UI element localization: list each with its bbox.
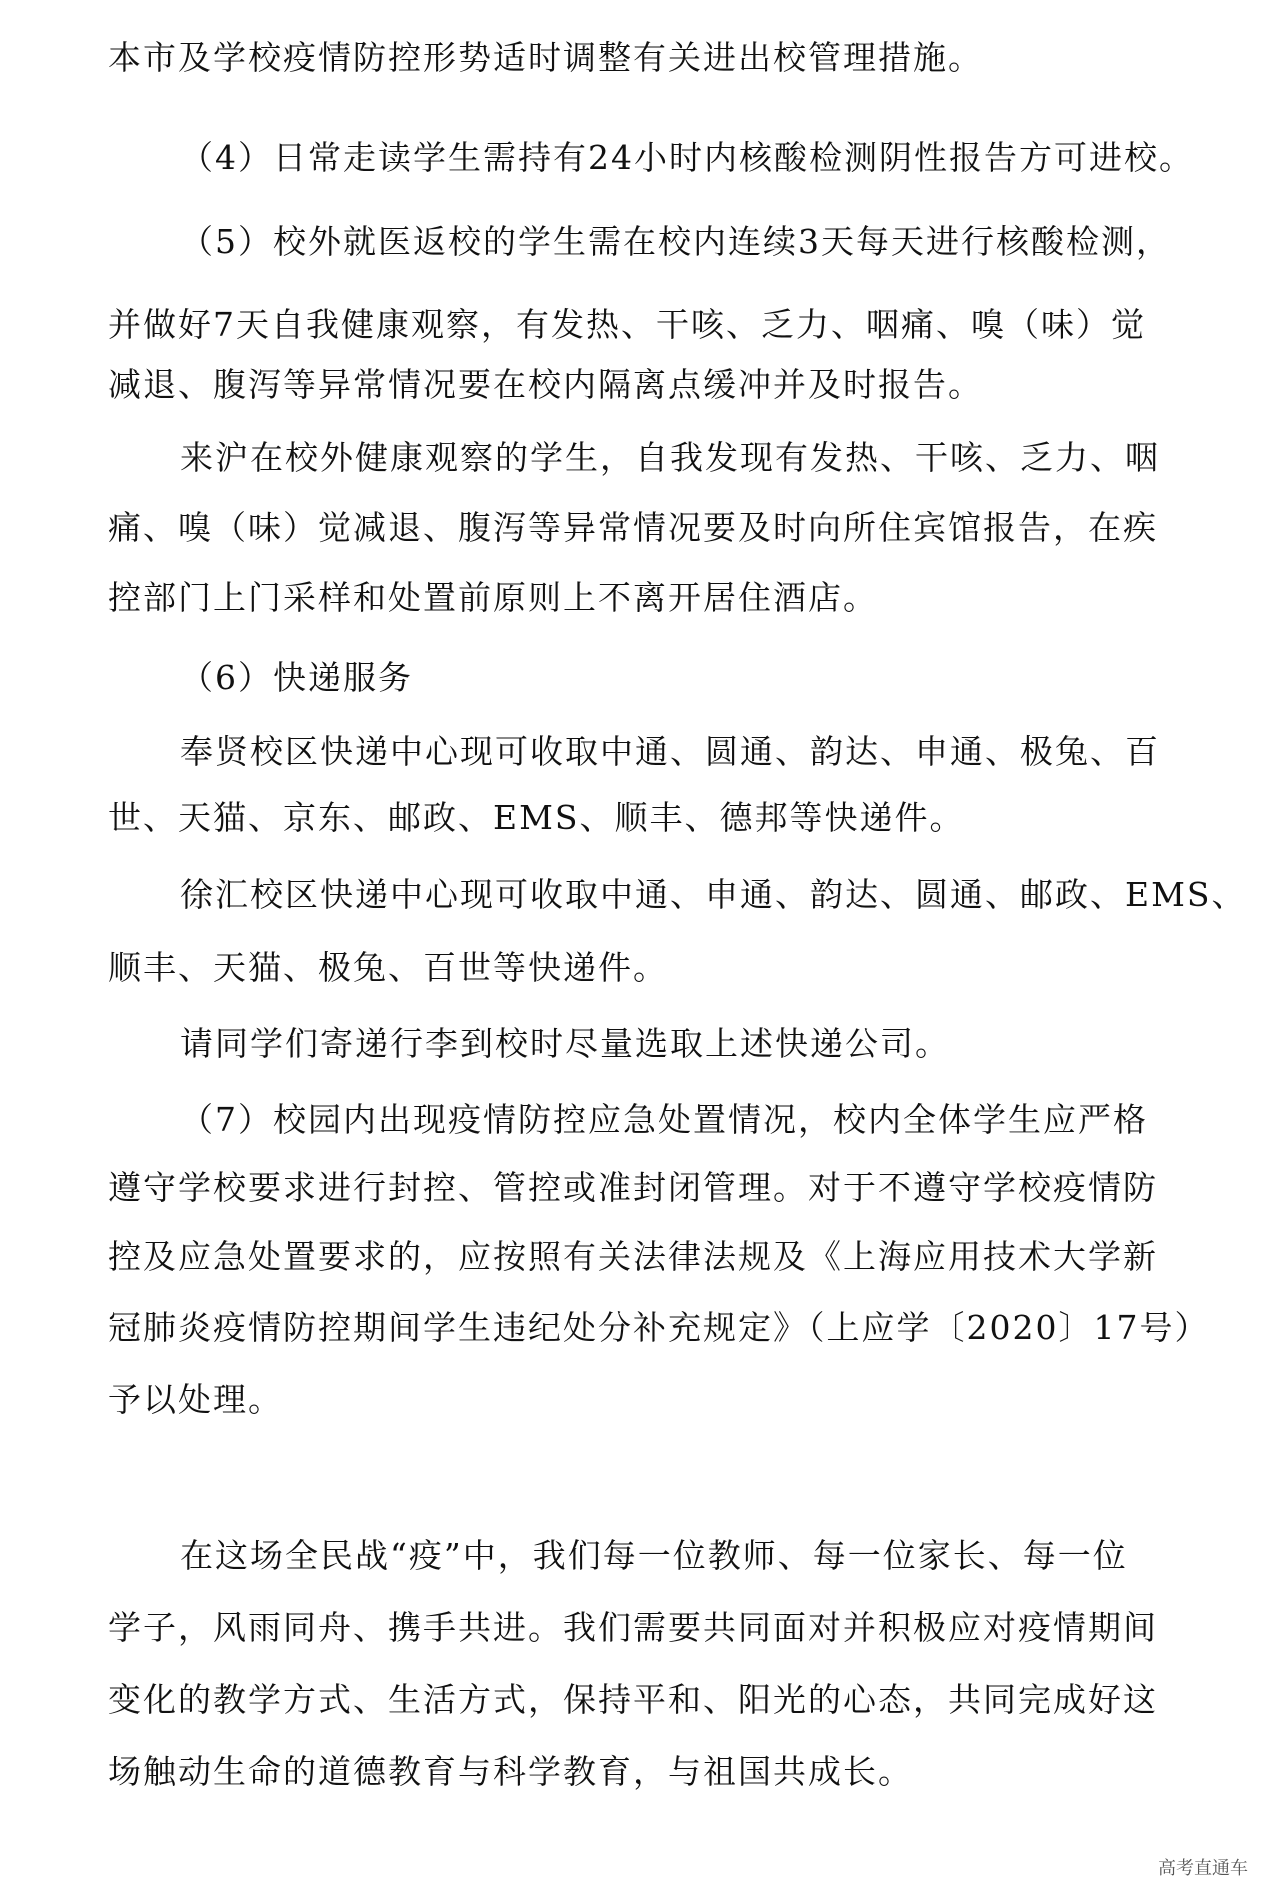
text-line-23: 场触动生命的道德教育与科学教育，与祖国共成长。 xyxy=(108,1752,913,1791)
watermark-text: 高考直通车 xyxy=(1158,1858,1248,1879)
text-line-10: 奉贤校区快递中心现可收取中通、圆通、韵达、申通、极兔、百 xyxy=(180,732,1160,771)
text-line-21: 学子，风雨同舟、携手共进。我们需要共同面对并积极应对疫情期间 xyxy=(108,1608,1158,1647)
text-line-8: 控部门上门采样和处置前原则上不离开居住酒店。 xyxy=(108,578,878,617)
text-line-6: 来沪在校外健康观察的学生，自我发现有发热、干咳、乏力、咽 xyxy=(180,438,1160,477)
text-line-12: 徐汇校区快递中心现可收取中通、申通、韵达、圆通、邮政、EMS、 xyxy=(180,875,1247,914)
text-line-16: 遵守学校要求进行封控、管控或准封闭管理。对于不遵守学校疫情防 xyxy=(108,1168,1158,1207)
text-line-22: 变化的教学方式、生活方式，保持平和、阳光的心态，共同完成好这 xyxy=(108,1680,1158,1719)
text-line-5: 减退、腹泻等异常情况要在校内隔离点缓冲并及时报告。 xyxy=(108,365,983,404)
text-line-7: 痛、嗅（味）觉减退、腹泻等异常情况要及时向所住宾馆报告，在疾 xyxy=(108,508,1158,547)
text-line-15: （7）校园内出现疫情防控应急处置情况，校内全体学生应严格 xyxy=(180,1100,1148,1139)
text-line-9: （6）快递服务 xyxy=(180,658,413,697)
text-line-3: （5）校外就医返校的学生需在校内连续3天每天进行核酸检测， xyxy=(180,222,1171,261)
text-line-20: 在这场全民战“疫”中，我们每一位教师、每一位家长、每一位 xyxy=(180,1536,1128,1575)
text-line-13: 顺丰、天猫、极兔、百世等快递件。 xyxy=(108,948,668,987)
text-line-19: 予以处理。 xyxy=(108,1380,283,1419)
text-line-11: 世、天猫、京东、邮政、EMS、顺丰、德邦等快递件。 xyxy=(108,798,965,837)
text-line-18: 冠肺炎疫情防控期间学生违纪处分补充规定》（上应学〔2020〕17号） xyxy=(108,1308,1210,1347)
text-line-1: 本市及学校疫情防控形势适时调整有关进出校管理措施。 xyxy=(108,38,983,77)
text-line-17: 控及应急处置要求的，应按照有关法律法规及《上海应用技术大学新 xyxy=(108,1237,1158,1276)
text-line-14: 请同学们寄递行李到校时尽量选取上述快递公司。 xyxy=(180,1024,950,1063)
text-line-2: （4）日常走读学生需持有24小时内核酸检测阴性报告方可进校。 xyxy=(180,138,1194,177)
text-line-4: 并做好7天自我健康观察，有发热、干咳、乏力、咽痛、嗅（味）觉 xyxy=(108,305,1146,344)
